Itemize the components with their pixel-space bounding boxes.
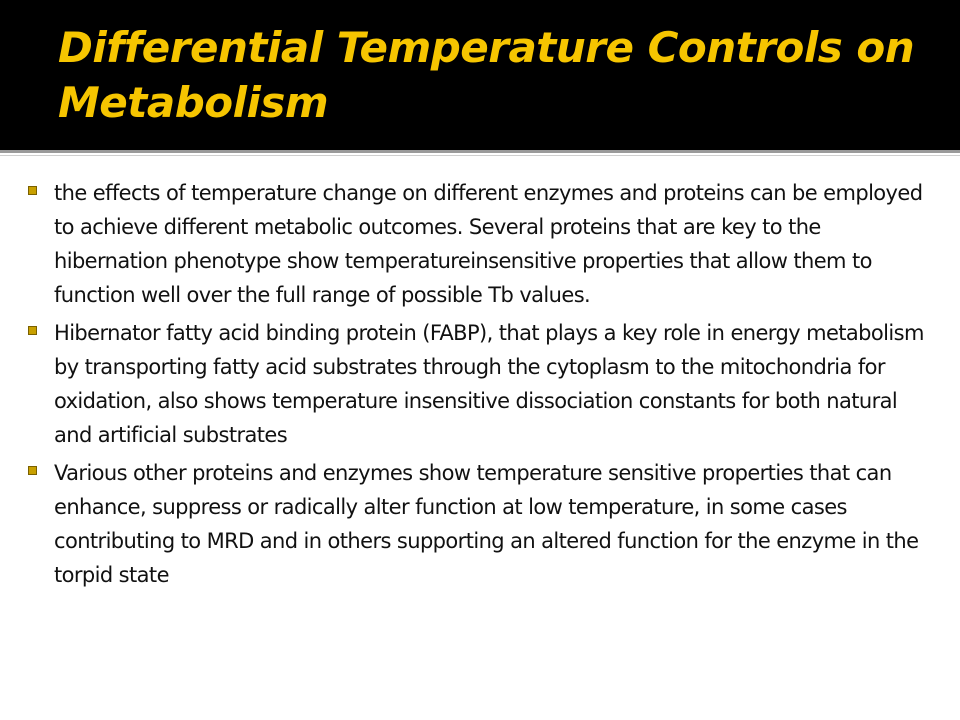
bullet-item (22, 456, 938, 592)
slide-body (22, 176, 938, 596)
bullet-text: the effects of temperature change on different enzymes and proteins can be employed to achieve different metabolic outcomes. Several proteins that are key to the hibernation phenotype show temperatureinsensitive properties that allow them to function well over the full range of possible Tb values. (54, 181, 923, 307)
bullet-text: Various other proteins and enzymes show temperature sensitive properties that can enhance, suppress or radically alter function at low temperature, in some cases contributing to MRD and in others supporting an altered function for the enzyme in the torpid state (54, 461, 919, 587)
square-bullet-icon (28, 186, 37, 195)
bullet-text: Hibernator fatty acid binding protein (FABP), that plays a key role in energy metabolism by transporting fatty acid substrates through the cytoplasm to the mitochondria for oxidation, also shows temperature insensitive dissociation constants for both natural and artificial substrates (54, 321, 924, 447)
square-bullet-icon (28, 466, 37, 475)
title-bar (0, 0, 960, 150)
title-divider-thin (0, 155, 960, 156)
square-bullet-icon (28, 326, 37, 335)
bullet-item (22, 316, 938, 452)
title-divider (0, 150, 960, 153)
bullet-item (22, 176, 938, 312)
slide-title: Differential Temperature Controls on Metabolism (58, 23, 915, 127)
